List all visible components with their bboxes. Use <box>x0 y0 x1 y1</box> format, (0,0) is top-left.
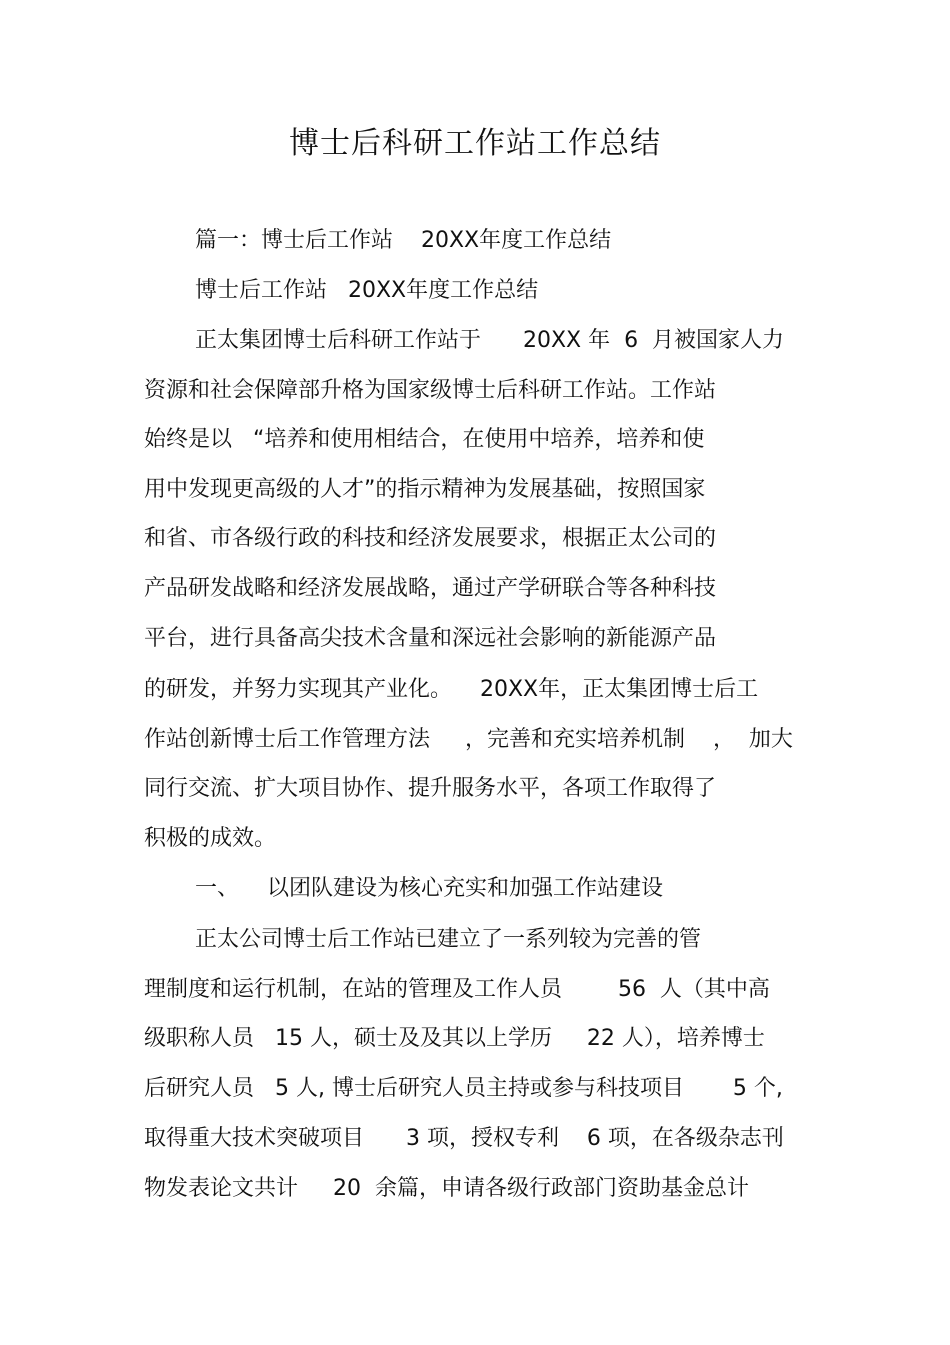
paragraph-line: 平台，进行具备高尖技术含量和深远社会影响的新能源产品 <box>144 626 717 651</box>
paragraph-line: 的研发，并努力实现其产业化。 20XX年，正太集团博士后工 <box>144 677 759 702</box>
paragraph-line: 正太公司博士后工作站已建立了一系列较为完善的管 <box>195 927 702 952</box>
subsection-heading: 博士后工作站 20XX年度工作总结 <box>195 278 539 303</box>
document-title: 博士后科研工作站工作总结 <box>289 126 661 161</box>
paragraph-line: 积极的成效。 <box>144 826 277 851</box>
paragraph-line: 作站创新博士后工作管理方法 ，完善和充实培养机制 ， 加大 <box>144 727 793 752</box>
paragraph-line: 和省、市各级行政的科技和经济发展要求，根据正太公司的 <box>144 526 717 551</box>
numbered-heading: 一、 以团队建设为核心充实和加强工作站建设 <box>195 876 663 901</box>
paragraph-line: 同行交流、扩大项目协作、提升服务水平，各项工作取得了 <box>144 776 717 801</box>
paragraph-line: 物发表论文共计 20 余篇，申请各级行政部门资助基金总计 <box>144 1176 749 1201</box>
paragraph-line: 取得重大技术突破项目 3 项，授权专利 6 项，在各级杂志刊 <box>144 1126 784 1151</box>
paragraph-line: 级职称人员 15 人，硕士及及其以上学历 22 人），培养博士 <box>144 1026 765 1051</box>
paragraph-line: 产品研发战略和经济发展战略，通过产学研联合等各种科技 <box>144 576 717 601</box>
paragraph-line: 正太集团博士后科研工作站于 20XX 年 6 月被国家人力 <box>195 328 785 353</box>
paragraph-line: 资源和社会保障部升格为国家级博士后科研工作站。工作站 <box>144 378 717 403</box>
paragraph-line: 用中发现更高级的人才”的指示精神为发展基础，按照国家 <box>144 477 706 502</box>
paragraph-line: 理制度和运行机制，在站的管理及工作人员 56 人（其中高 <box>144 977 770 1002</box>
paragraph-line: 始终是以 “培养和使用相结合，在使用中培养，培养和使 <box>144 427 705 452</box>
paragraph-line: 后研究人员 5 人, 博士后研究人员主持或参与科技项目 5 个, <box>144 1076 783 1101</box>
section-heading: 篇一：博士后工作站 20XX年度工作总结 <box>195 228 612 253</box>
